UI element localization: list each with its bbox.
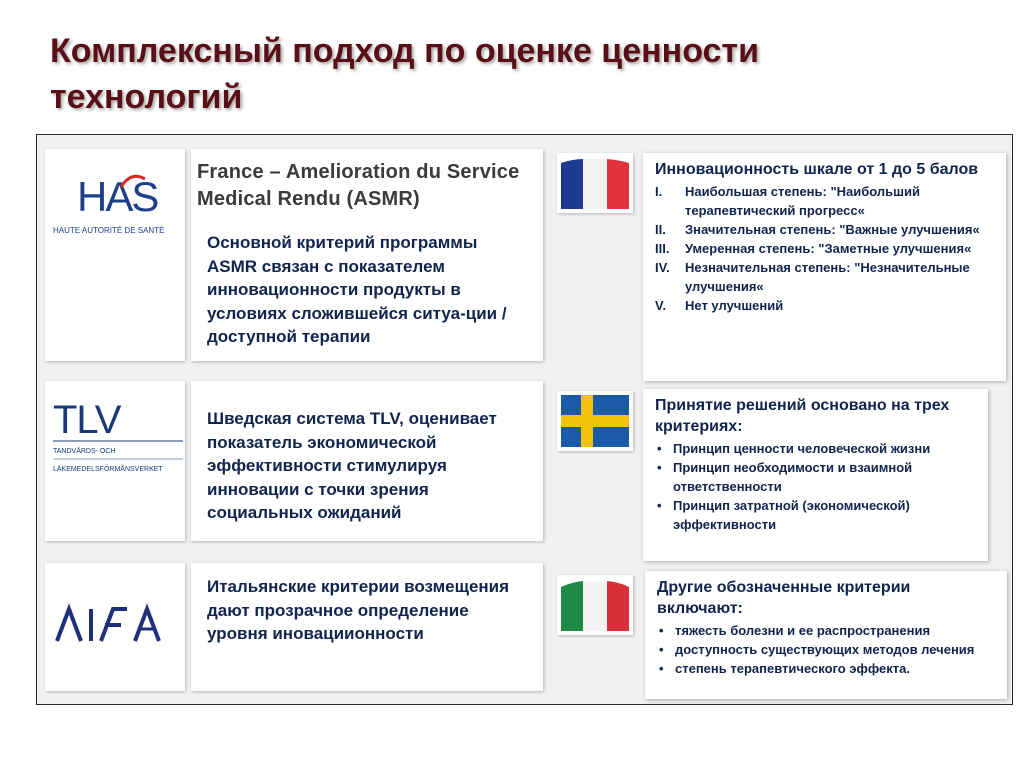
list-item-text: Умеренная степень: "Заметные улучшения« [685,241,972,256]
list-item-text: тяжесть болезни и ее распространения [675,623,931,638]
bullet-marker: • [659,642,664,657]
list-item-text: Принцип затратной (экономической) эффективности [673,498,910,532]
tlv-logo-subtitle-1: TANDVÅRDS- OCH [53,448,116,455]
sweden-info-box [643,389,988,561]
list-item [655,458,978,496]
sweden-criteria-list [655,439,978,534]
aifa-logo-card [45,563,185,691]
svg-text:HAS: HAS [77,173,158,220]
italy-criteria-list [657,621,997,678]
list-item [657,659,997,678]
has-logo [45,149,185,361]
italy-info-box [645,571,1007,699]
italy-flag-icon [561,579,629,631]
aifa-description: Итальянские критерии возмещения дают прозрачное определение уровня иновациионности [207,577,510,643]
asmr-description: Основной критерий программы ASMR связан с показателем инновационности продукты в условиях сложившейся ситуа-ции / доступной терапии [207,233,507,346]
list-item-text: доступность существующих методов лечения [675,642,975,657]
svg-text:TLV: TLV [53,398,121,442]
sweden-flag [557,391,633,451]
tlv-logo-subtitle-2: LÄKEMEDELSFÖRMÅNSVERKET [53,466,163,473]
slide-title: Комплексный подход по оценке ценности технологий [50,32,759,116]
bullet-marker: • [657,441,662,456]
sweden-info-title: Принятие решений основано на трех критериях: [655,397,950,435]
list-item [657,640,997,659]
bullet-marker: • [657,498,662,513]
list-item-text: Принцип необходимости и взаимной ответственности [673,460,913,494]
asmr-header: France – Amelioration du Service Medical Rendu (ASMR) [197,161,520,210]
france-flag-icon [561,157,629,209]
list-marker: III. [655,241,670,256]
list-item [655,182,996,220]
list-marker: II. [655,222,666,237]
tlv-logo-card [45,381,185,541]
list-item [655,220,996,239]
france-info-title: Инновационность шкале от 1 до 5 балов [655,161,979,178]
france-flag [557,153,633,213]
list-item-text: Нет улучшений [685,298,784,313]
tlv-description: Шведская система TLV, оценивает показатель экономической эффективности стимулируя инновации с точки зрения социальных ожиданий [207,409,497,522]
italy-info-title: Другие обозначенные критерии включают: [657,579,911,617]
bullet-marker: • [659,623,664,638]
list-item-text: Наибольшая степень: "Наибольший терапевтический прогресс« [685,184,920,218]
sweden-flag-icon [561,395,629,447]
list-item [655,296,996,315]
list-item [655,258,996,296]
list-item-text: Принцип ценности человеческой жизни [673,441,931,456]
list-item [657,621,997,640]
tlv-logo [45,381,185,541]
list-item-text: степень терапевтического эффекта. [675,661,911,676]
list-marker: V. [655,298,667,313]
list-item [655,439,978,458]
france-criteria-list [655,182,996,315]
bullet-marker: • [657,460,662,475]
italy-flag [557,575,633,635]
has-logo-card [45,149,185,361]
has-logo-subtitle: HAUTE AUTORITÉ DE SANTÉ [53,226,165,235]
list-marker: IV. [655,260,670,275]
aifa-logo [45,563,185,691]
france-info-box [643,153,1006,381]
content-frame [36,134,1013,705]
bullet-marker: • [659,661,664,676]
list-item-text: Незначительная степень: "Незначительные улучшения« [685,260,970,294]
list-item [655,496,978,534]
list-item-text: Значительная степень: "Важные улучшения« [685,222,980,237]
list-marker: I. [655,184,663,199]
list-item [655,239,996,258]
